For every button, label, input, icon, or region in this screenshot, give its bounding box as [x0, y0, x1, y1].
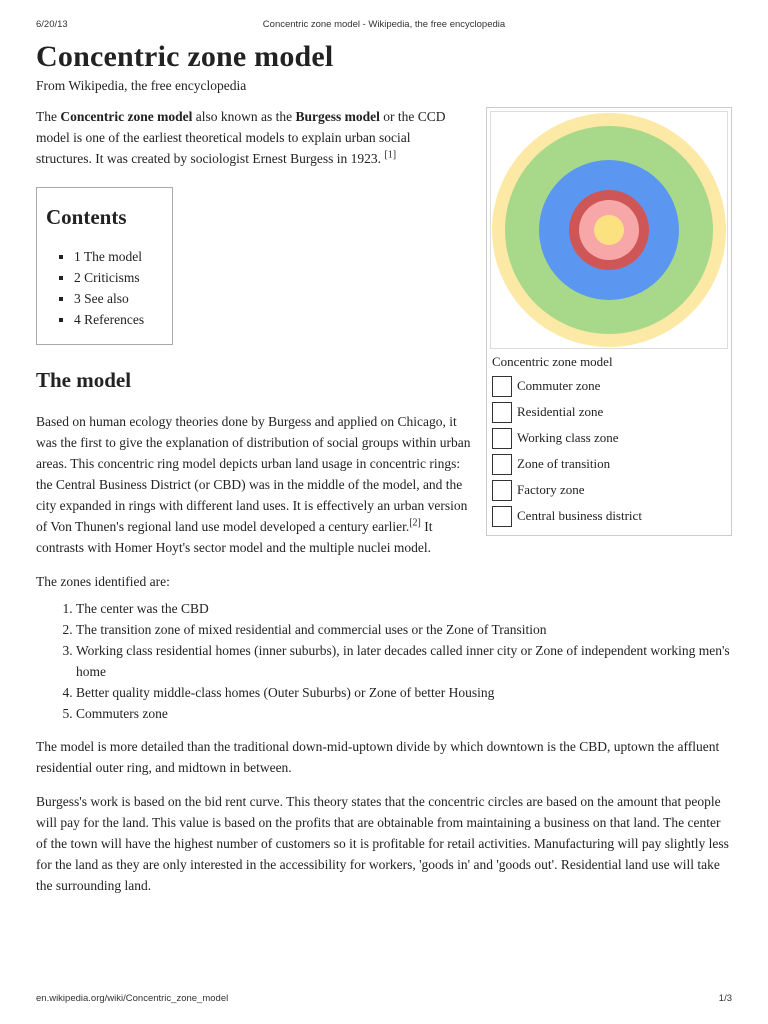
intro-text: or the CCD model is one of the earliest theoretical models to explain urban social structures. It was created by sociologist Ernest Burgess in 1923.	[36, 109, 446, 166]
reference-link[interactable]: [1]	[384, 149, 397, 161]
legend-swatch	[492, 454, 512, 475]
section-heading-the-model: The model	[36, 368, 132, 392]
page-title: Concentric zone model	[36, 40, 334, 73]
toc-list	[46, 246, 163, 330]
concentric-rings-svg	[491, 112, 727, 348]
table-of-contents	[36, 187, 173, 345]
legend-item-residential	[492, 399, 728, 425]
legend-label: Residential zone	[517, 404, 604, 419]
concentric-zone-diagram[interactable]	[490, 111, 728, 349]
toc-item-the-model[interactable]: ▪ 1 The model	[74, 246, 163, 267]
reference-link[interactable]: [2]	[409, 517, 421, 529]
toc-item-see-also[interactable]: ▪ 3 See also	[74, 288, 163, 309]
legend-swatch	[492, 480, 512, 501]
legend-label: Zone of transition	[517, 456, 611, 471]
article	[36, 38, 732, 896]
toc-item-references[interactable]: ▪ 4 References	[74, 309, 163, 330]
paragraph-text: It contrasts with Homer Hoyt's sector model and the multiple nuclei model.	[36, 519, 433, 555]
page-subtitle: From Wikipedia, the free encyclopedia	[36, 78, 247, 93]
ring-cbd	[594, 215, 624, 245]
list-item: 5. Commuters zone	[76, 703, 732, 724]
zones-intro: The zones identified are:	[36, 574, 170, 589]
infobox	[486, 107, 732, 536]
paragraph-text: Based on human ecology theories done by Burgess and applied on Chicago, it was the first to give the explanation of distribution of social groups within urban areas. This concentric ring model depicts urban land usage in concentric rings: the Central Business District (or CBD) was in the middle of the model, and the city expanded in rings with different land uses. It is effectively an urban version of Von Thunen's regional land use model developed a century earlier.	[36, 414, 471, 534]
list-item: 3. Working class residential homes (inner suburbs), in later decades called inner city or Zone of independent working men's home	[76, 640, 732, 682]
toc-title: Contents	[46, 205, 127, 229]
legend-swatch	[492, 428, 512, 449]
toc-item-criticisms[interactable]: ▪ 2 Criticisms	[74, 267, 163, 288]
legend-label: Central business district	[517, 508, 642, 523]
print-page-number: 1/3	[718, 993, 732, 1004]
legend-swatch	[492, 376, 512, 397]
legend-item-transition	[492, 451, 728, 477]
legend-item-commuter	[492, 373, 728, 399]
intro-text: also known as the	[192, 109, 296, 124]
legend-swatch	[492, 402, 512, 423]
print-date: 6/20/13	[36, 19, 68, 30]
intro-bold-term: Concentric zone model	[60, 109, 193, 124]
legend-swatch	[492, 506, 512, 527]
print-footer	[36, 993, 732, 1005]
legend	[490, 373, 728, 529]
legend-label: Working class zone	[517, 430, 619, 445]
intro-text: The	[36, 109, 61, 124]
print-url: en.wikipedia.org/wiki/Concentric_zone_model	[36, 993, 229, 1004]
legend-item-working-class	[492, 425, 728, 451]
legend-label: Factory zone	[517, 482, 585, 497]
print-header	[36, 19, 732, 31]
list-item: 4. Better quality middle-class homes (Outer Suburbs) or Zone of better Housing	[76, 682, 732, 703]
model-paragraph-3: The model is more detailed than the traditional down-mid-uptown divide by which downtown is the CBD, uptown the affluent residential outer ring, and midtown in between.	[36, 739, 720, 775]
print-page-title: Concentric zone model - Wikipedia, the free encyclopedia	[262, 19, 506, 30]
intro-paragraph	[36, 106, 456, 169]
legend-item-factory	[492, 477, 728, 503]
list-item: 1. The center was the CBD	[76, 598, 732, 619]
legend-label: Commuter zone	[517, 378, 601, 393]
infobox-caption: Concentric zone model	[492, 354, 613, 369]
list-item: 2. The transition zone of mixed residential and commercial uses or the Zone of Transition	[76, 619, 732, 640]
model-paragraph-4: Burgess's work is based on the bid rent curve. This theory states that the concentric circles are based on the amount that people will pay for the land. This value is based on the profits that are obtainable from maintaining a business on that land. The center of the town will have the highest number of customers so it is profitable for retail activities. Manufacturing will pay slightly less for the land as they are only interested in the accessibility for workers, 'goods in' and 'goods out'. Residential land use will take the surrounding land.	[36, 794, 729, 893]
intro-bold-term: Burgess model	[295, 109, 380, 124]
zones-list	[36, 598, 732, 724]
legend-item-cbd	[492, 503, 728, 529]
